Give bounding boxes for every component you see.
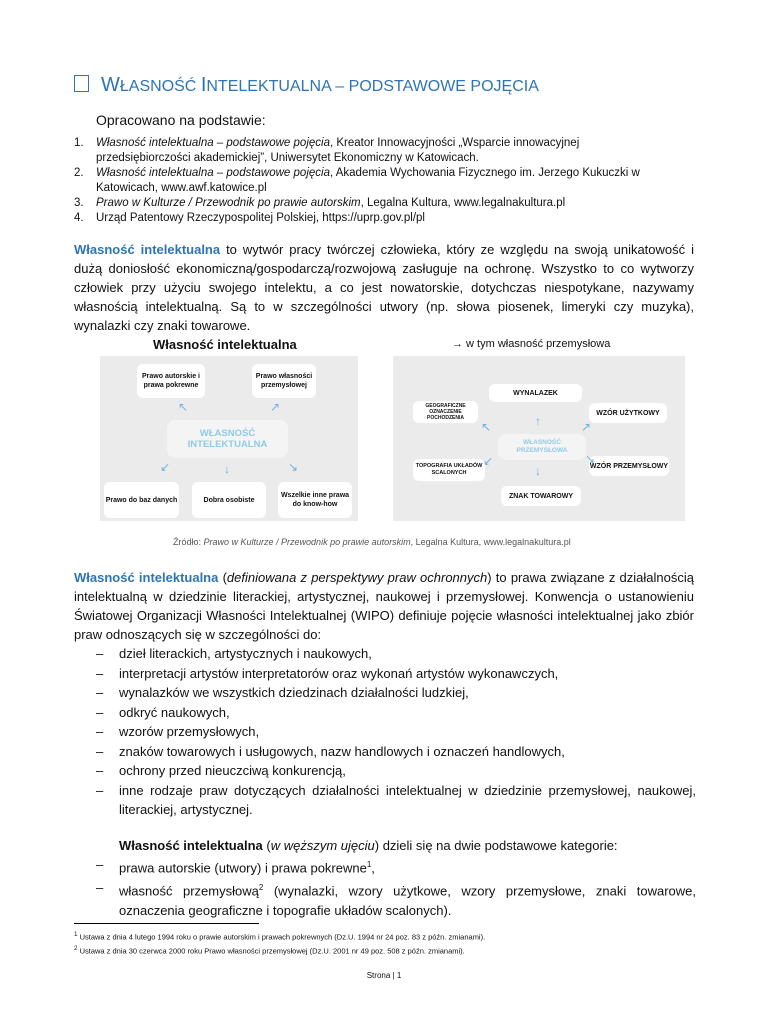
list-item-text: ochrony przed nieuczciwą konkurencją,	[119, 763, 346, 778]
intro-paragraph	[74, 240, 694, 335]
checkbox-icon	[74, 75, 89, 92]
figure-right-title: → w tym własność przemysłowa	[452, 338, 611, 350]
footnotes	[74, 929, 674, 956]
footnote	[74, 943, 674, 957]
page-footer	[0, 971, 768, 980]
list-item-text: dzieł literackich, artystycznych i naukowych,	[119, 646, 372, 661]
definition-paragraph	[74, 568, 694, 644]
paragraph-text: ) to prawa związane z działalnością intelektualną w dziedzinie literackiej, artystycznej, naukowej i przemysłowej. Konwencja o ustanowieniu Światowej Organizacji Własności Intelektualnej (WIPO) definiuje pojęcie własności intelektualnej jako zbiór praw odnoszących się w szczególności do:	[74, 570, 694, 642]
list-item-text: wzorów przemysłowych,	[119, 724, 260, 739]
list-item-text: wynalazków we wszystkich dziedzinach działalności ludzkiej,	[119, 685, 469, 700]
list-item	[96, 722, 696, 742]
source-item	[74, 136, 674, 166]
list-item	[96, 644, 696, 664]
title-part: ŁASNOŚĆ	[119, 78, 201, 95]
wipo-rights-list	[96, 644, 696, 820]
diagram-center-industrial: WŁASNOŚĆ PRZEMYSŁOWA	[498, 434, 586, 460]
list-item	[96, 742, 696, 762]
source-title: Własność intelektualna – podstawowe pojęcia	[96, 137, 330, 149]
dash-bullet: –	[96, 646, 104, 661]
arrow-icon: ↘	[585, 452, 596, 466]
arrow-icon: ↑	[535, 414, 541, 428]
paragraph-text: to wytwór pracy twórczej człowieka, który ze względu na swoją unikatowość i dużą doniosłość ekonomiczną/gospodarczą/rozwojową zasługuje na ochronę. Wszystko to co wytworzy człowiek przy użyciu swojego intelektu, a co jest nowatorskie, dotychczas niespotykane, nazywamy własnością intelektualną. Są to w szczególności utwory (np. słowa piosenek, limeryki czy muzyka), wynalazki czy znaki towarowe.	[74, 242, 694, 333]
list-item-text: znaków towarowych i usługowych, nazw handlowych i oznaczeń handlowych,	[119, 743, 565, 759]
node-industrial-property: Prawo własności przemysłowej	[252, 364, 316, 398]
footnote-text: Ustawa z dnia 30 czerwca 2000 roku Prawo własności przemysłowej (Dz.U. 2001 nr 49 poz. 508 z późn. zmianami).	[77, 946, 465, 955]
footnote-ref[interactable]: 2	[258, 882, 264, 892]
list-item	[96, 683, 696, 703]
footer-sep: |	[390, 971, 397, 980]
arrow-icon: ↙	[160, 460, 171, 474]
dash-bullet: –	[96, 782, 104, 798]
source-rest: , Akademia Wychowania Fizycznego im. Jerzego Kukuczki w Katowicach, www.awf.katowice.pl	[96, 167, 640, 194]
caption-pre: Źródło:	[173, 537, 204, 547]
source-title: Prawo w Kulturze / Przewodnik po prawie autorskim	[96, 197, 361, 209]
node-personal-rights: Dobra osobiste	[192, 482, 266, 518]
caption-rest: , Legalna Kultura, www.legalnakultura.pl	[410, 537, 571, 547]
list-item	[96, 703, 696, 723]
page-title	[74, 74, 539, 97]
arrow-icon: ↖	[178, 400, 189, 414]
footnote-text: Ustawa z dnia 4 lutego 1994 roku o prawie autorskim i prawach pokrewnych (Dz.U. 1994 nr 24 poz. 83 z późn. zmianami).	[77, 932, 486, 942]
dash-bullet: –	[96, 857, 104, 872]
footnote-divider	[74, 923, 259, 924]
list-item-text: własność przemysłową	[119, 883, 259, 899]
dash-bullet: –	[96, 879, 104, 895]
arrow-icon: ↙	[483, 454, 494, 468]
node-know-how: Wszelkie inne prawa do know-how	[278, 482, 352, 518]
source-num: 4.	[74, 212, 84, 224]
paragraph-text: ) dzieli się na dwie podstawowe kategorie:	[374, 838, 618, 853]
source-rest: , Legalna Kultura, www.legalnakultura.pl	[360, 197, 566, 209]
node-databases: Prawo do baz danych	[104, 482, 179, 518]
arrow-icon: ↓	[535, 464, 541, 478]
source-item	[74, 196, 674, 211]
categories-list	[96, 855, 696, 920]
figure-caption	[173, 537, 571, 547]
node-utility-model: WZÓR UŻYTKOWY	[589, 403, 667, 423]
paragraph-italic: definiowana z perspektywy praw ochronnych	[226, 570, 488, 585]
source-item	[74, 211, 674, 226]
term-highlight: Własność intelektualna	[74, 570, 219, 585]
node-geographic-indication: GEOGRAFICZNE OZNACZENIE POCHODZENIA	[413, 401, 478, 423]
sources-list	[74, 136, 674, 226]
page-number: 1	[396, 971, 402, 980]
dash-bullet: –	[96, 704, 104, 720]
diagram-center-ip: WŁASNOŚĆ INTELEKTUALNA	[167, 420, 288, 458]
dash-bullet: –	[96, 763, 104, 778]
list-item	[96, 781, 696, 820]
source-rest: , Kreator Innowacyjności „Wsparcie innowacyjnej przedsiębiorczości akademickiej”, Uniwersytet Ekonomiczny w Katowicach.	[96, 137, 580, 164]
title-part: W	[101, 74, 120, 96]
paragraph-text: (	[218, 570, 227, 585]
source-num: 3.	[74, 197, 84, 209]
node-industrial-design: WZÓR PRZEMYSŁOWY	[589, 456, 669, 476]
node-trademark: ZNAK TOWAROWY	[501, 486, 581, 506]
paragraph-text: (	[262, 838, 271, 853]
sources-heading: Opracowano na podstawie:	[96, 112, 266, 128]
list-item	[96, 855, 696, 878]
list-item-text: odkryć naukowych,	[119, 704, 230, 720]
node-topography: TOPOGRAFIA UKŁADÓW SCALONYCH	[413, 459, 485, 481]
figure-left-title: Własność intelektualna	[153, 337, 297, 352]
list-item-text: interpretacji artystów interpretatorów oraz wykonań artystów wykonawczych,	[119, 665, 559, 681]
title-part: I	[200, 74, 207, 96]
paragraph-italic: w węższym ujęciu	[270, 838, 375, 853]
node-invention: WYNALAZEK	[489, 384, 582, 402]
list-item	[96, 878, 696, 920]
list-item	[96, 664, 696, 684]
source-item	[74, 166, 674, 196]
arrow-icon: ↖	[481, 420, 492, 434]
dash-bullet: –	[96, 665, 104, 681]
list-item-text: (wynalazki, wzory użytkowe, wzory przemysłowe, znaki towarowe, oznaczenia geograficzne i topografie układów scalonych).	[119, 883, 696, 918]
list-item-text: ,	[371, 860, 375, 876]
source-title: Własność intelektualna – podstawowe pojęcia	[96, 167, 330, 179]
term-highlight: Własność intelektualna	[74, 242, 221, 257]
source-num: 2.	[74, 167, 84, 179]
list-item	[96, 761, 696, 781]
source-num: 1.	[74, 137, 84, 149]
dash-bullet: –	[96, 743, 104, 759]
arrow-icon: ↗	[581, 420, 592, 434]
arrow-icon: ↘	[288, 460, 299, 474]
diagram-industrial-property	[393, 356, 685, 521]
footnote-ref[interactable]: 1	[366, 860, 372, 869]
term-bold: Własność intelektualna	[119, 838, 263, 853]
node-copyright: Prawo autorskie i prawa pokrewne	[137, 364, 205, 398]
footnote-num: 2	[74, 944, 78, 952]
diagram-intellectual-property	[100, 356, 358, 521]
list-item-text: inne rodzaje praw dotyczących działalności intelektualnej w dziedzinie przemysłowej, naukowej, literackiej, artystycznej.	[119, 782, 696, 817]
narrow-definition-paragraph	[119, 836, 699, 855]
list-item-text: prawa autorskie (utwory) i prawa pokrewne	[119, 860, 367, 876]
arrow-icon: ↗	[270, 400, 281, 414]
dash-bullet: –	[96, 724, 104, 739]
footnote	[74, 929, 674, 943]
footer-label: Strona	[366, 971, 391, 980]
title-part: NTELEKTUALNA	[206, 78, 331, 95]
arrow-icon: ↓	[224, 462, 230, 476]
footnote-num: 1	[74, 931, 78, 938]
caption-title: Prawo w Kulturze / Przewodnik po prawie autorskim	[203, 537, 411, 547]
source-rest: Urząd Patentowy Rzeczypospolitej Polskiej, https://uprp.gov.pl/pl	[96, 212, 425, 224]
dash-bullet: –	[96, 685, 104, 700]
title-part: – PODSTAWOWE POJĘCIA	[330, 78, 539, 95]
